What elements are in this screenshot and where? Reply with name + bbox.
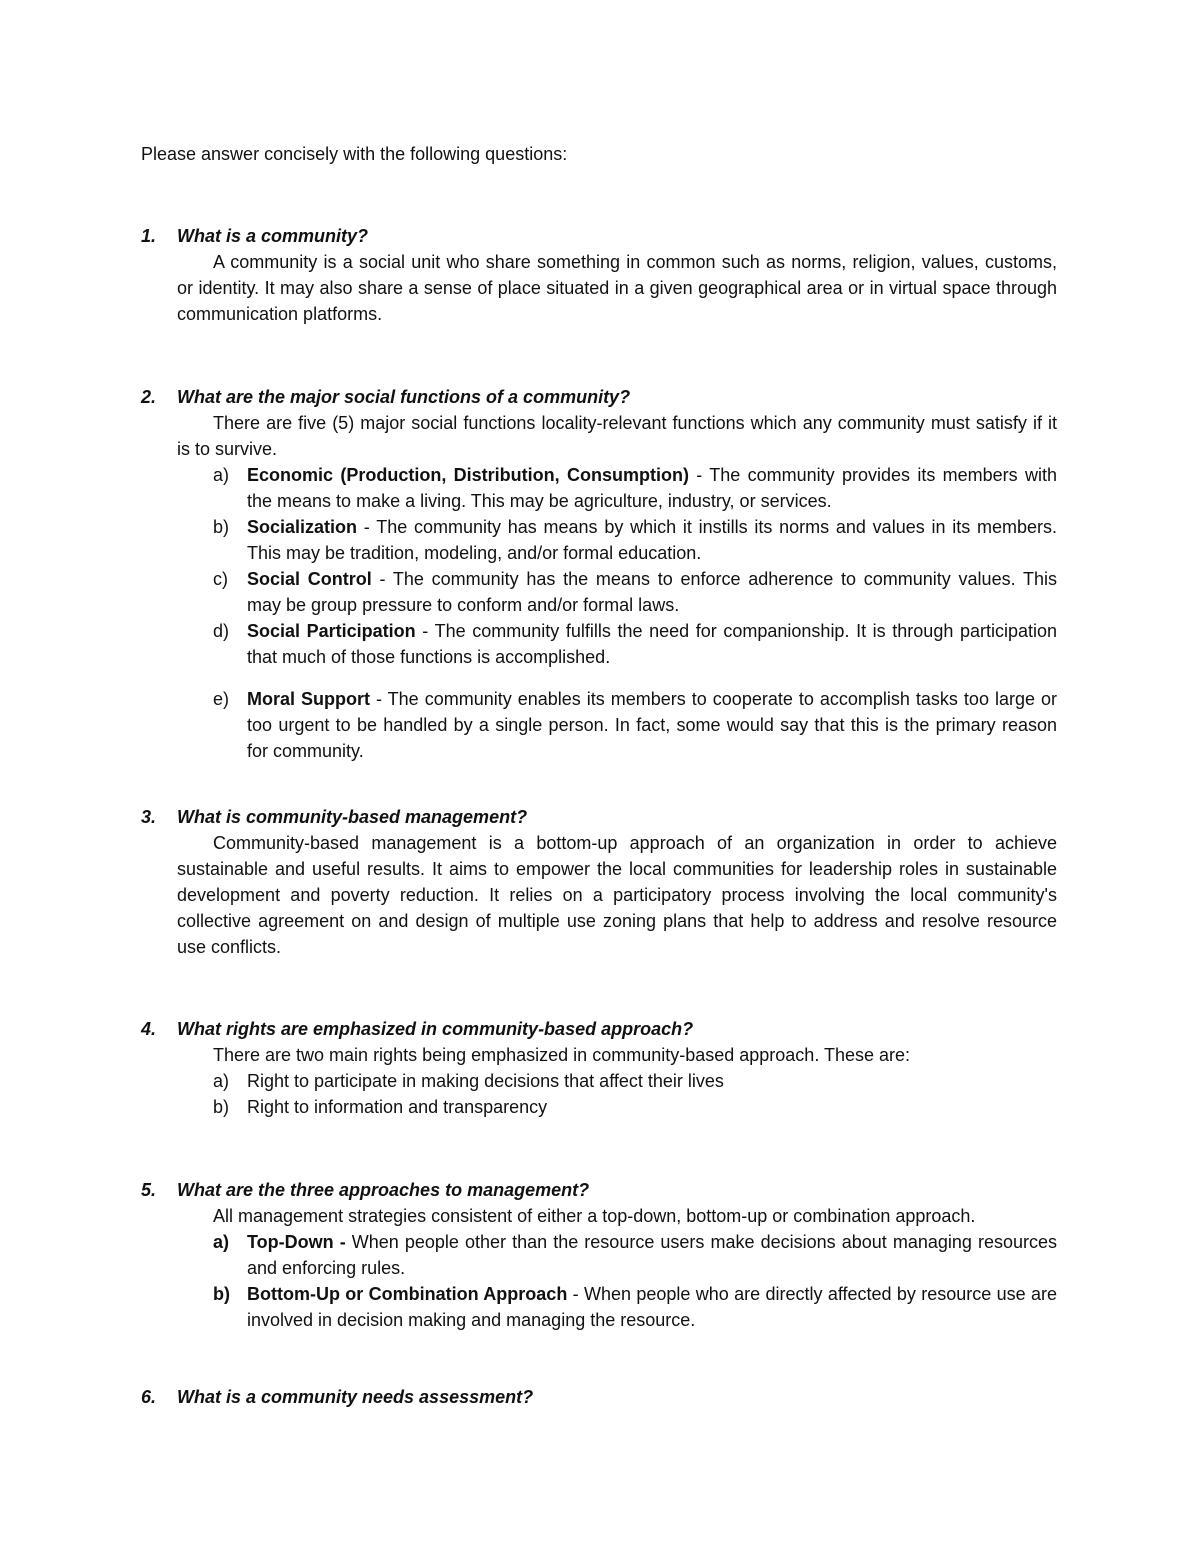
social-functions-list [141, 462, 1057, 764]
list-item: b) Right to information and transparency [213, 1097, 548, 1117]
list-item: a) Right to participate in making decisions that affect their lives [213, 1071, 724, 1091]
question-5-title: 5. What are the three approaches to management? [141, 1180, 590, 1200]
list-item: e) Moral Support - The community enables its members to cooperate to accomplish tasks too large or too urgent to be handled by a single person. In fact, some would say that this is the primary reason for community. [213, 689, 1057, 761]
question-3 [141, 804, 1057, 960]
question-4-answer: There are two main rights being emphasized in community-based approach. These are: [213, 1045, 911, 1065]
question-2-title: 2. What are the major social functions of a community? [141, 387, 631, 407]
list-item: b) Socialization - The community has means by which it instills its norms and values in its members. This may be tradition, modeling, and/or formal education. [213, 517, 1057, 563]
question-1 [141, 223, 1057, 327]
question-5 [141, 1177, 1057, 1333]
list-item: d) Social Participation - The community fulfills the need for companionship. It is through participation that much of those functions is accomplished. [213, 621, 1058, 667]
question-4 [141, 1016, 1057, 1120]
question-5-answer: All management strategies consistent of either a top-down, bottom-up or combination approach. [213, 1206, 976, 1226]
approaches-list [141, 1229, 1057, 1333]
intro-text: Please answer concisely with the following questions: [141, 144, 568, 164]
list-item: c) Social Control - The community has the means to enforce adherence to community values. This may be group pressure to conform and/or formal laws. [213, 569, 1057, 615]
question-2 [141, 384, 1057, 764]
question-6 [141, 1384, 1057, 1410]
list-item: a) Top-Down - When people other than the resource users make decisions about managing resources and enforcing rules. [213, 1232, 1057, 1278]
question-3-title: 3. What is community-based management? [141, 807, 528, 827]
rights-list [141, 1068, 1057, 1120]
question-6-title: 6. What is a community needs assessment? [141, 1387, 534, 1407]
question-4-title: 4. What rights are emphasized in community-based approach? [141, 1019, 694, 1039]
question-1-title: 1. What is a community? [141, 226, 369, 246]
question-1-answer: A community is a social unit who share something in common such as norms, religion, values, customs, or identity. It may also share a sense of place situated in a given geographical area or in virtual space through communication platforms. [177, 252, 1057, 324]
question-3-answer: Community-based management is a bottom-up approach of an organization in order to achieve sustainable and useful results. It aims to empower the local communities for leadership roles in sustainable development and poverty reduction. It relies on a participatory process involving the local community's collective agreement on and design of multiple use zoning plans that help to address and resolve resource use conflicts. [177, 833, 1057, 957]
question-2-answer: There are five (5) major social functions locality-relevant functions which any community must satisfy if it is to survive. [177, 413, 1057, 459]
list-item: a) Economic (Production, Distribution, Consumption) - The community provides its members with the means to make a living. This may be agriculture, industry, or services. [213, 465, 1057, 511]
list-item: b) Bottom-Up or Combination Approach - When people who are directly affected by resource use are involved in decision making and managing the resource. [213, 1284, 1057, 1330]
